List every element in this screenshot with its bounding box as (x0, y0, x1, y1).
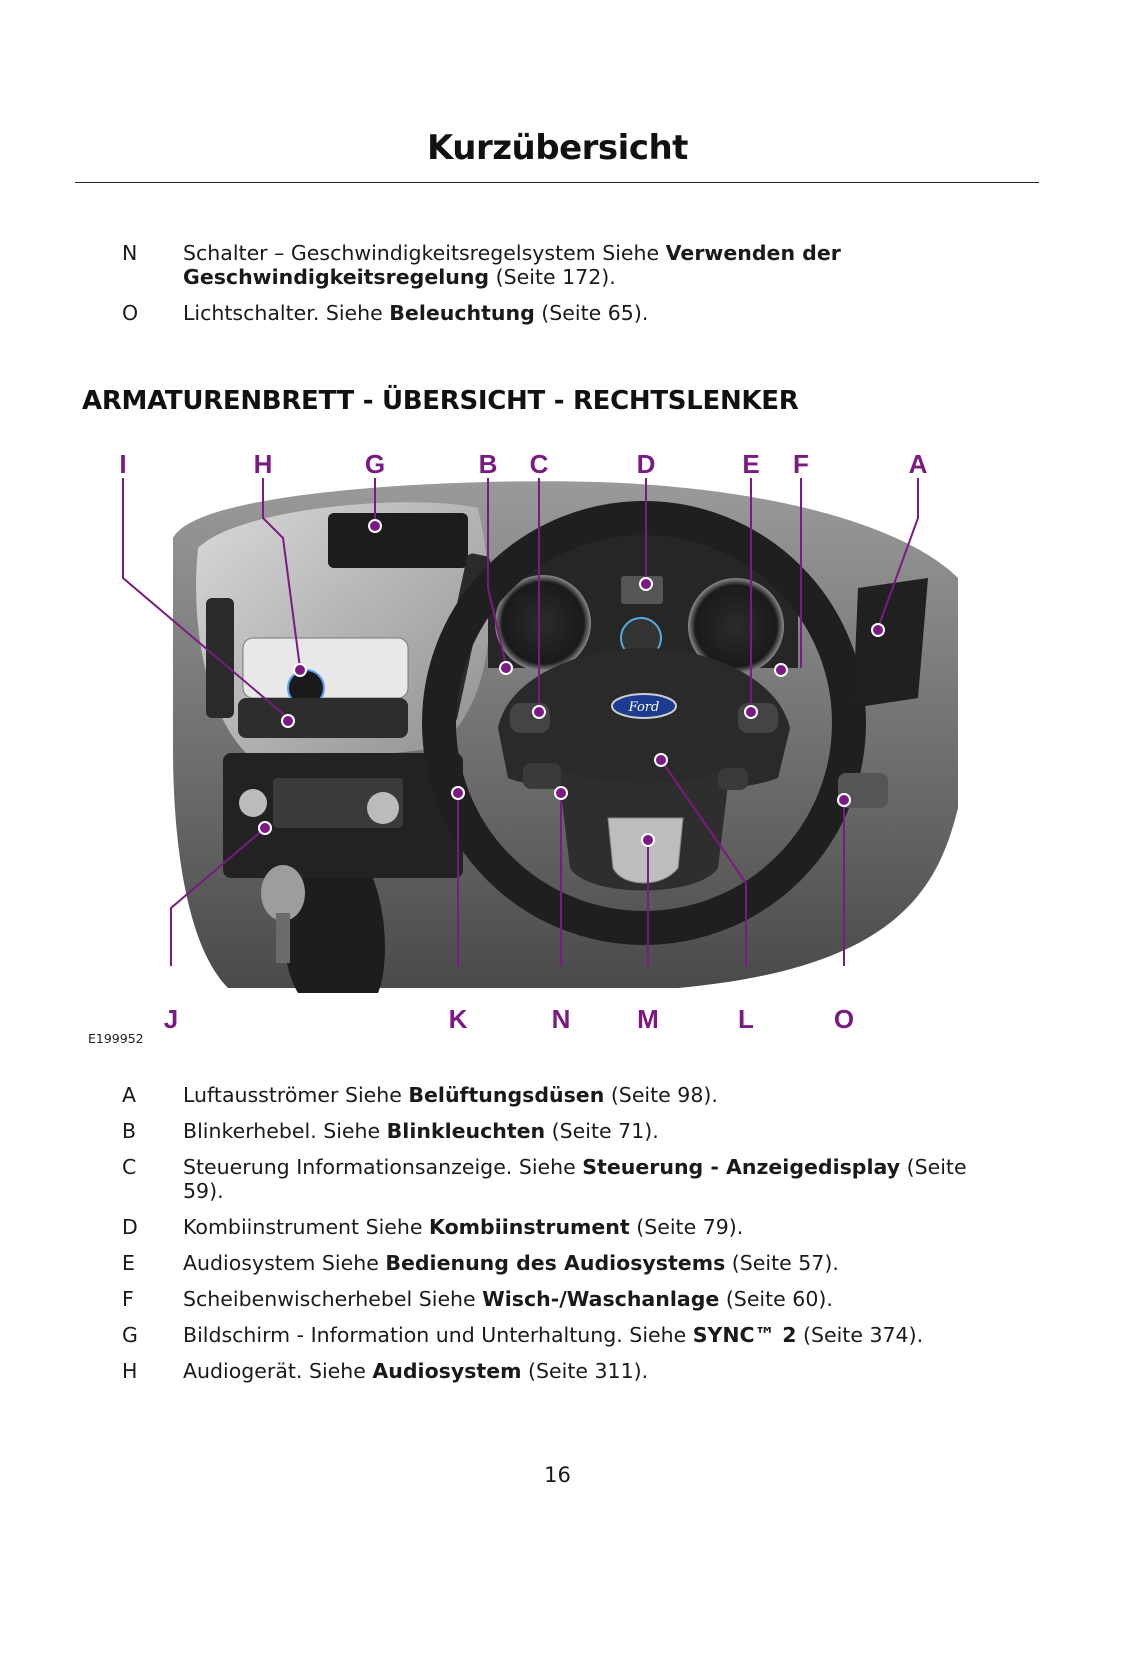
callout-h: H (253, 449, 273, 479)
item-letter: G (122, 1323, 138, 1347)
callout-f: F (793, 449, 809, 479)
item-text: Audiosystem Siehe Bedienung des Audiosystems (Seite 57). (183, 1251, 839, 1275)
item-letter: E (122, 1251, 135, 1275)
callout-d: D (636, 449, 656, 479)
item-text: Kombiinstrument Siehe Kombiinstrument (Seite 79). (183, 1215, 744, 1239)
callout-i: I (119, 449, 127, 479)
page-number: 16 (544, 1463, 571, 1487)
callout-l: L (738, 1004, 754, 1034)
callout-e: E (742, 449, 760, 479)
item-text: Lichtschalter. Siehe Beleuchtung (Seite 65). (183, 301, 649, 325)
callout-k: K (448, 1004, 468, 1034)
item-reference[interactable]: Bedienung des Audiosystems (385, 1251, 726, 1275)
callout-o: O (833, 1004, 855, 1034)
title-divider (75, 182, 1039, 183)
item-reference[interactable]: Belüftungsdüsen (408, 1083, 605, 1107)
item-reference[interactable]: Wisch-/Waschanlage (482, 1287, 720, 1311)
item-text: Scheibenwischerhebel Siehe Wisch-/Waschanlage (Seite 60). (183, 1287, 833, 1311)
item-letter: C (122, 1155, 137, 1179)
figure-id: E199952 (88, 1031, 144, 1046)
callout-m: M (637, 1004, 659, 1034)
item-reference[interactable]: Kombiinstrument (429, 1215, 630, 1239)
dashboard-figure (78, 448, 1038, 1048)
item-reference[interactable]: SYNC™ 2 (692, 1323, 797, 1347)
item-reference[interactable]: Verwenden der Geschwindigkeitsregelung (183, 241, 841, 289)
item-text: Bildschirm - Information und Unterhaltung. Siehe SYNC™ 2 (Seite 374). (183, 1323, 924, 1347)
callout-g: G (364, 449, 386, 479)
item-reference[interactable]: Beleuchtung (389, 301, 535, 325)
item-text: Luftausströmer Siehe Belüftungsdüsen (Seite 98). (183, 1083, 718, 1107)
ford-badge: Ford (628, 700, 660, 715)
callout-j: J (163, 1004, 179, 1034)
item-letter: B (122, 1119, 137, 1143)
item-text: Steuerung Informationsanzeige. Siehe Steuerung - Anzeigedisplay (Seite 59). (183, 1155, 967, 1203)
dashboard-illustration (78, 448, 1038, 1048)
item-reference[interactable]: Steuerung - Anzeigedisplay (582, 1155, 901, 1179)
item-letter: D (122, 1215, 138, 1239)
item-text: Schalter – Geschwindigkeitsregelsystem Siehe Verwenden der Geschwindigkeitsregelung (Seite 172). (183, 241, 841, 289)
section-heading: ARMATURENBRETT - ÜBERSICHT - RECHTSLENKER (82, 386, 799, 416)
item-letter: F (122, 1287, 134, 1311)
item-letter: O (122, 301, 139, 325)
callout-b: B (478, 449, 498, 479)
page-title: Kurzübersicht (427, 128, 688, 168)
item-text: Blinkerhebel. Siehe Blinkleuchten (Seite 71). (183, 1119, 659, 1143)
item-reference[interactable]: Audiosystem (372, 1359, 522, 1383)
item-text: Audiogerät. Siehe Audiosystem (Seite 311). (183, 1359, 649, 1383)
callout-n: N (551, 1004, 571, 1034)
item-letter: A (122, 1083, 137, 1107)
item-letter: N (122, 241, 138, 265)
callout-a: A (908, 449, 928, 479)
item-letter: H (122, 1359, 138, 1383)
callout-c: C (529, 449, 549, 479)
item-reference[interactable]: Blinkleuchten (386, 1119, 546, 1143)
